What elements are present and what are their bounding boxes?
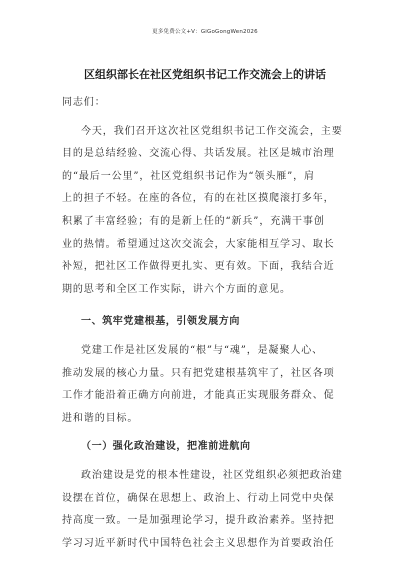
text-line: 党建工作是社区发展的“根”与“魂”，是凝聚人心、 bbox=[81, 344, 324, 356]
paragraph-political-building bbox=[62, 465, 352, 555]
text-line: 业的热情。希望通过这次交流会，大家能相互学习、取长 bbox=[62, 238, 335, 250]
salutation: 同志们： bbox=[62, 97, 106, 108]
text-line: 目的是总结经验、交流心得、共话发展。社区是城市治理 bbox=[62, 148, 335, 160]
section-heading: 一、筑牢党建根基，引领发展方向 bbox=[81, 316, 240, 328]
text-line: 政治建设是党的根本性建设，社区党组织必须把政治建 bbox=[81, 469, 343, 481]
text-line: 补短，把社区工作做得更扎实、更有效。下面，我结合近 bbox=[62, 261, 335, 273]
header-note: 更多免费公文+V：GiGoGongWen2026 bbox=[152, 29, 258, 35]
text-line: 工作才能沿着正确方向前进，才能真正实现服务群众、促 bbox=[62, 390, 335, 402]
text-line: 推动发展的核心力量。只有把党建根基筑牢了，社区各项 bbox=[62, 367, 335, 379]
paragraph-intro bbox=[62, 121, 352, 302]
text-line: 设摆在首位，确保在思想上、政治上、行动上同党中央保 bbox=[62, 492, 335, 504]
text-line: 的“最后一公里”，社区党组织书记作为“领头雁”，肩 bbox=[62, 170, 315, 182]
text-line: 学习习近平新时代中国特色社会主义思想作为首要政治任 bbox=[62, 537, 335, 549]
text-line: 持高度一致。一是加强理论学习，提升政治素养。坚持把 bbox=[62, 515, 335, 527]
text-line: 今天，我们召开这次社区党组织书记工作交流会，主要 bbox=[81, 125, 343, 137]
text-line: 上的担子不轻。在座的各位，有的在社区摸爬滚打多年， bbox=[62, 193, 335, 205]
text-line: 积累了丰富经验；有的是新上任的“新兵”，充满干事创 bbox=[62, 215, 325, 227]
speech-title: 区组织部长在社区党组织书记工作交流会上的讲话 bbox=[84, 68, 326, 81]
document-body bbox=[62, 92, 352, 555]
paragraph-party-building bbox=[62, 340, 352, 430]
subsection-heading: （一）强化政治建设，把准前进航向 bbox=[81, 441, 251, 453]
text-line: 进和谐的目标。 bbox=[62, 412, 139, 424]
text-line: 期的思考和全区工作实际，讲六个方面的意见。 bbox=[62, 283, 291, 295]
